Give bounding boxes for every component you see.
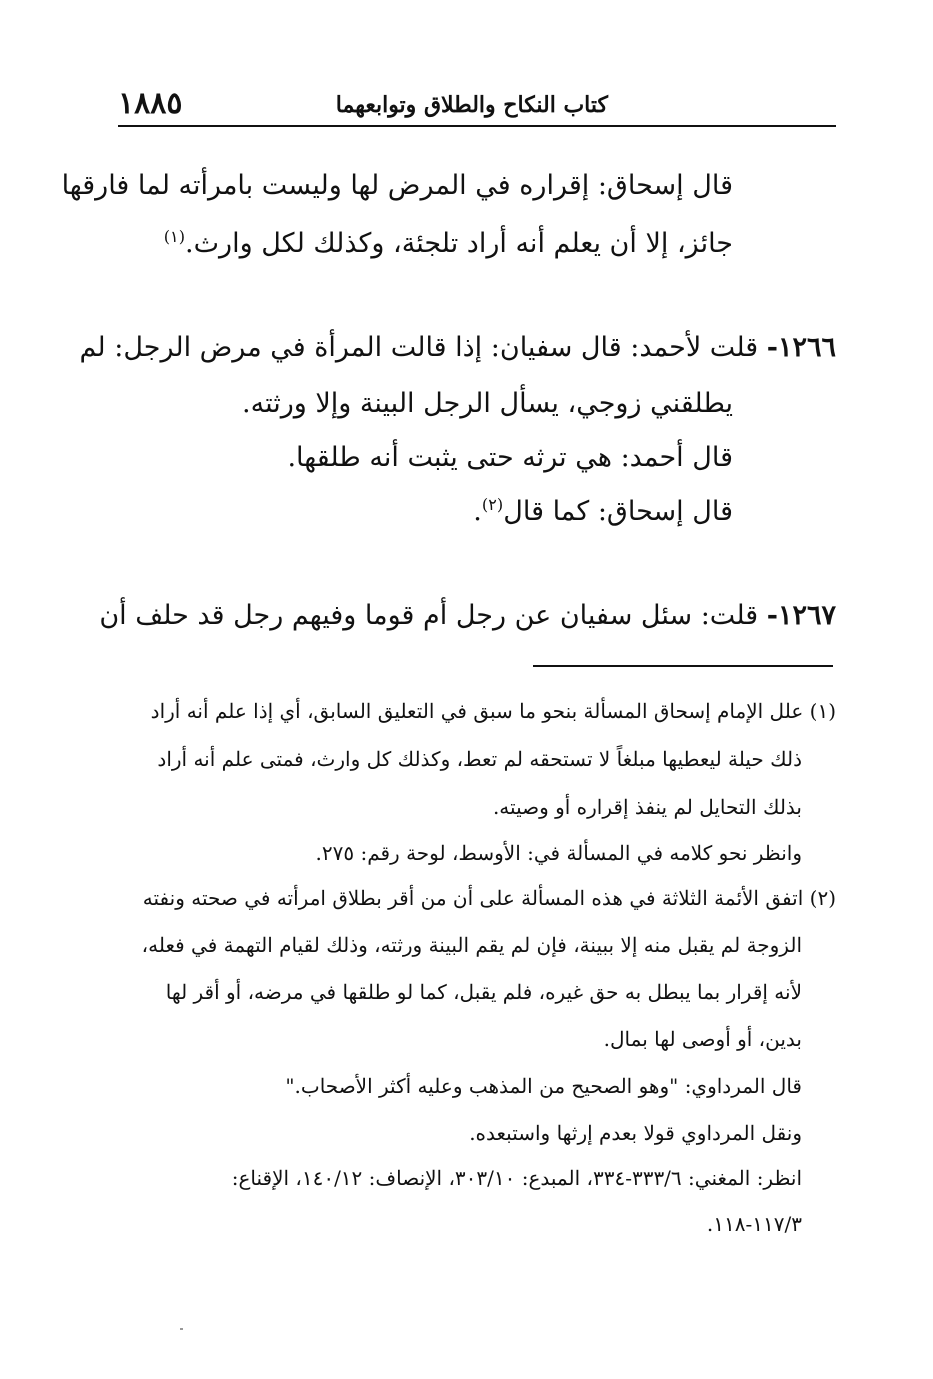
entry1266-line4-period: .: [473, 496, 482, 527]
footnote1-line4: وانظر نحو كلامه في المسألة في: الأوسط، لوحة رقم: ٢٧٥.: [315, 841, 802, 865]
footnote1-line1: [151, 698, 836, 724]
entry1266-line3: قال أحمد: هي ترثه حتى يثبت أنه طلقها.: [287, 442, 733, 473]
entry1267-line1-text: قلت: سئل سفيان عن رجل أم قوما وفيهم رجل قد حلف أن: [99, 600, 759, 631]
footnote2-line4: بدين، أو أوصى لها بمال.: [603, 1027, 802, 1051]
footnote1-marker: (١): [809, 699, 836, 723]
footnote2-line8: ١١٧/٣-١١٨.: [706, 1212, 802, 1236]
footnote1-line2: ذلك حيلة ليعطيها مبلغاً لا تستحقه لم تعط، وكذلك كل وارث، فمتى علم أنه أراد: [157, 747, 802, 771]
footnote2-line7: انظر: المغني: ٣٣٣/٦-٣٣٤، المبدع: ٣٠٣/١٠، الإنصاف: ١٤٠/١٢، الإقناع:: [231, 1166, 802, 1190]
header-rule: [118, 125, 836, 127]
entry1266-number: ١٢٦٦-: [766, 332, 836, 363]
entry1266-line4: [473, 494, 733, 529]
entry1266-line1: [79, 330, 836, 365]
footnote2-line5: قال المرداوي: "وهو الصحيح من المذهب وعليه أكثر الأصحاب.": [285, 1074, 802, 1098]
footnote1-line3: بذلك التحايل لم ينفذ إقراره أو وصيته.: [492, 795, 802, 819]
footnote-ref-2: (٢): [481, 495, 504, 514]
footnote2-line1-text: اتفق الأئمة الثلاثة في هذه المسألة على أن من أقر بطلاق امرأته في صحته ونفته: [142, 886, 804, 910]
entry1267-number: ١٢٦٧-: [766, 600, 836, 631]
paragraph1-line1: قال إسحاق: إقراره في المرض لها وليست بامرأته لما فارقها: [61, 170, 733, 201]
footnote2-marker: (٢): [809, 886, 836, 910]
paragraph1-line2: [164, 226, 733, 261]
footnote2-line2: الزوجة لم يقبل منه إلا ببينة، فإن لم يقم البينة ورثته، وذلك لقيام التهمة في فعله،: [141, 933, 802, 957]
running-title: كتاب النكاح والطلاق وتوابعهما: [335, 92, 608, 118]
paragraph1-line2-text: جائز، إلا أن يعلم أنه أراد تلجئة، وكذلك لكل وارث.: [185, 228, 733, 259]
entry1267-line1: [99, 598, 836, 633]
page-header: [118, 86, 836, 128]
page-number: ١٨٨٥: [118, 86, 183, 121]
footnote2-line6: ونقل المرداوي قولا بعدم إرثها واستبعده.: [469, 1121, 802, 1145]
footnote-separator: [533, 665, 833, 667]
footnote2-line3: لأنه إقرار بما يبطل به حق غيره، فلم يقبل، كما لو طلقها في مرضه، أو أقر لها: [165, 980, 802, 1004]
entry1266-line4-text: قال إسحاق: كما قال: [503, 496, 733, 527]
footnote2-line1: [143, 885, 836, 911]
footnote-ref-1: (١): [163, 227, 186, 246]
entry1266-line1-text: قلت لأحمد: قال سفيان: إذا قالت المرأة في مرض الرجل: لم: [79, 332, 759, 363]
entry1266-line2: يطلقني زوجي، يسأل الرجل البينة وإلا ورثته.: [242, 388, 733, 419]
footnote1-line1-text: علل الإمام إسحاق المسألة بنحو ما سبق في التعليق السابق، أي إذا علم أنه أراد: [150, 699, 804, 723]
scan-speck: [180, 1328, 183, 1330]
